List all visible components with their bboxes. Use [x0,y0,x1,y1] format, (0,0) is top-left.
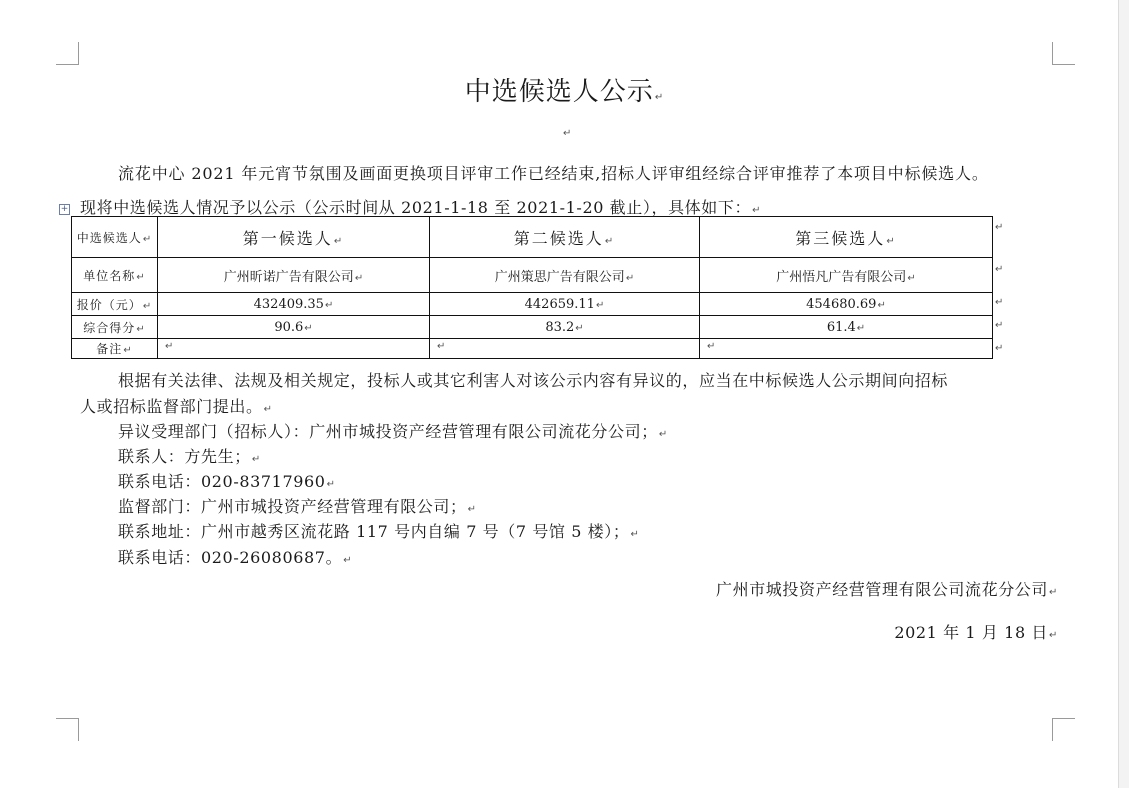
candidate-table[interactable] [71,216,993,359]
table-row-company [72,258,993,293]
row-end-mark-icon: ↵ [995,222,1004,233]
table-move-handle-icon[interactable]: + [60,204,69,214]
table-row-remarks [72,339,993,359]
paragraph-mark-icon: ↵ [752,205,762,216]
signature-organization[interactable]: 广州市城投资产经营管理有限公司流花分公司↵ [716,580,1058,599]
table-cell[interactable]: 广州策思广告有限公司↵ [430,258,700,293]
contact-phone-2[interactable]: 联系电话：020-26080687。↵ [118,548,353,567]
page-corner-top-left [56,42,79,65]
page-corner-bottom-right [1052,718,1075,741]
table-header-row [72,217,993,258]
table-cell[interactable]: 432409.35↵ [158,293,430,316]
page-corner-bottom-left [56,718,79,741]
window-edge [1118,0,1129,788]
contact-address[interactable]: 联系地址：广州市越秀区流花路 117 号内自编 7 号（7 号馆 5 楼）；↵ [118,522,640,541]
paragraph-mark-icon: ↵ [654,92,665,103]
table-cell[interactable]: ↵ [430,339,700,359]
table-cell[interactable]: 90.6↵ [158,316,430,339]
table-cell[interactable]: 61.4↵ [700,316,993,339]
table-cell-label[interactable]: 备注↵ [72,339,158,359]
table-cell-candidate-2[interactable]: 第二候选人↵ [430,217,700,258]
table-cell-label[interactable]: 综合得分↵ [72,316,158,339]
contact-phone-1[interactable]: 联系电话：020-83717960↵ [118,472,336,491]
intro-paragraph-line2[interactable]: 现将中选候选人情况予以公示（公示时间从 2021-1-18 至 2021-1-20 截止），具体如下：↵ [80,198,762,217]
document-title[interactable]: 中选候选人公示↵ [464,77,665,107]
objection-dept[interactable]: 异议受理部门（招标人）：广州市城投资产经营管理有限公司流花分公司；↵ [118,422,668,441]
supervision-dept[interactable]: 监督部门：广州市城投资产经营管理有限公司；↵ [118,497,477,516]
table-cell-header-label[interactable]: 中选候选人↵ [72,217,158,258]
table-cell[interactable]: 广州昕诺广告有限公司↵ [158,258,430,293]
table-row-price [72,293,993,316]
table-cell-label[interactable]: 单位名称↵ [72,258,158,293]
signature-date[interactable]: 2021 年 1 月 18 日↵ [894,623,1058,642]
intro-paragraph-line1[interactable]: 流花中心 2021 年元宵节氛围及画面更换项目评审工作已经结束,招标人评审组经综合评审推荐了本项目中标候选人。 [118,164,989,183]
notice-line1[interactable]: 根据有关法律、法规及相关规定，投标人或其它利害人对该公示内容有异议的，应当在中标候选人公示期间向招标 [118,371,949,390]
table-cell[interactable]: ↵ [700,339,993,359]
paragraph-mark-icon: ↵ [563,128,572,139]
row-end-mark-icon: ↵ [995,343,1004,354]
table-cell-label[interactable]: 报价（元）↵ [72,293,158,316]
notice-line2[interactable]: 人或招标监督部门提出。↵ [80,397,273,416]
table-cell[interactable]: 83.2↵ [430,316,700,339]
table-cell[interactable]: ↵ [158,339,430,359]
table-cell[interactable]: 广州悟凡广告有限公司↵ [700,258,993,293]
row-end-mark-icon: ↵ [995,297,1004,308]
table-cell-candidate-1[interactable]: 第一候选人↵ [158,217,430,258]
table-cell[interactable]: 442659.11↵ [430,293,700,316]
table-cell-candidate-3[interactable]: 第三候选人↵ [700,217,993,258]
table-row-score [72,316,993,339]
row-end-mark-icon: ↵ [995,264,1004,275]
row-end-mark-icon: ↵ [995,320,1004,331]
page-corner-top-right [1052,42,1075,65]
contact-person[interactable]: 联系人：方先生；↵ [118,447,261,466]
table-cell[interactable]: 454680.69↵ [700,293,993,316]
